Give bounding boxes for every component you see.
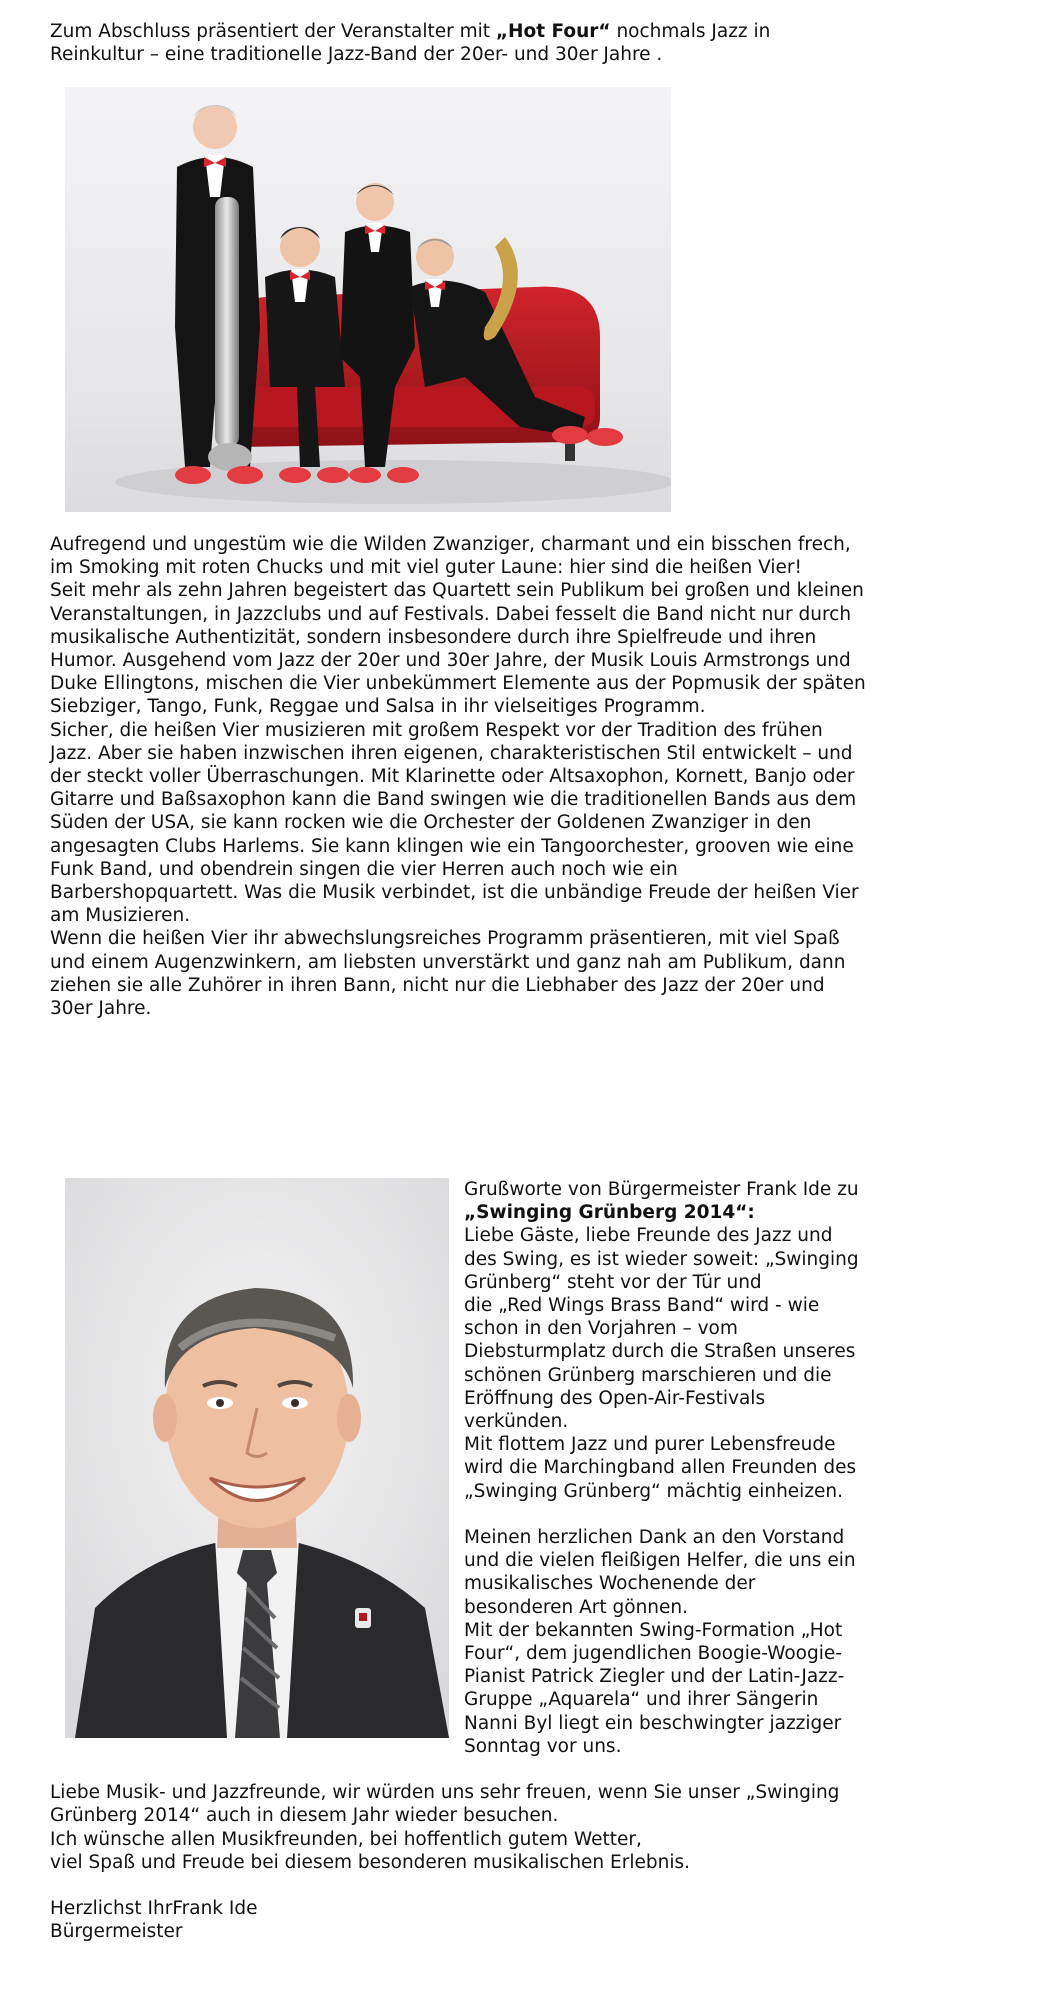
greeting-thanks-2: Mit der bekannten Swing-Formation „Hot Four“, dem jugendlichen Boogie-Woogie-Pianist Patrick Ziegler und der Latin-Jazz-Gruppe „Aquarela“ und ihrer Sängerin Nanni Byl liegt ein beschwingter jazziger Sonntag vor uns.: [464, 1619, 845, 1757]
greeting-heading-prefix: Grußworte von Bürgermeister Frank Ide zu: [464, 1179, 859, 1200]
band-paragraph-4: Sicher, die heißen Vier musizieren mit großem Respekt vor der Tradition des frühen Jazz. Aber sie haben inzwischen ihren eigenen, charakteristischen Stil entwickelt – und der steckt voller Überraschungen. Mit Klarinette oder Altsaxophon, Kornett, Banjo oder Gitarre und Baßsaxophon kann die Band swingen wie die traditionellen Bands aus dem Süden der USA, sie kann rocken wie die Orchester der Goldenen Zwanziger in den angesagten Clubs Harlems. Sie kann klingen wie ein Tangoorchester, grooven wie eine Funk Band, und obendrein singen die vier Herren auch noch wie ein Barbershopquartett. Was die Musik verbindet, ist die unbändige Freude der heißen Vier am Musizieren.: [50, 719, 859, 927]
intro-prefix: Zum Abschluss präsentiert der Veranstalter mit: [50, 21, 496, 42]
intro-block: [50, 20, 870, 66]
mayor-portrait-illustration: [65, 1178, 449, 1738]
spacer: [50, 1758, 870, 1781]
intro-band-name: „Hot Four“: [495, 21, 611, 42]
mayor-portrait: [65, 1178, 449, 1738]
greeting-line-2: die „Red Wings Brass Band“ wird - wie schon in den Vorjahren – vom Diebsturmplatz durch die Straßen unseres schönen Grünberg marschieren und die Eröffnung des Open-Air-Festivals verkünden.: [464, 1295, 856, 1433]
band-paragraph-5: Wenn die heißen Vier ihr abwechslungsreiches Programm präsentieren, mit viel Spaß und einem Augenzwinkern, am liebsten unverstärkt und ganz nah am Publikum, dann ziehen sie alle Zuhörer in ihren Bann, nicht nur die Liebhaber des Jazz der 20er und 30er Jahre.: [50, 928, 846, 1020]
greeting-closing-3: viel Spaß und Freude bei diesem besonderen musikalischen Erlebnis.: [50, 1851, 690, 1873]
greeting-thanks-1: Meinen herzlichen Dank an den Vorstand und die vielen fleißigen Helfer, die uns ein musikalisches Wochenende der besonderen Art gönnen.: [464, 1527, 856, 1618]
signature-role: Bürgermeister: [50, 1921, 183, 1943]
greeting-line-3: Mit flottem Jazz und purer Lebensfreude wird die Marchingband allen Freunden des „Swinging Grünberg“ mächtig einheizen.: [464, 1434, 857, 1502]
greeting-heading-event: „Swinging Grünberg 2014“:: [464, 1202, 755, 1224]
band-paragraph-2: Seit mehr als zehn Jahren begeistert das Quartett sein Publikum bei großen und kleinen Veranstaltungen, in Jazzclubs und auf Festivals. Dabei fesselt die Band nicht nur durch: [50, 580, 864, 625]
greeting-closing-1: Liebe Musik- und Jazzfreunde, wir würden uns sehr freuen, wenn Sie unser „Swinging Grünberg 2014“ auch in diesem Jahr wieder besuchen.: [50, 1782, 840, 1827]
intro-paragraph: [50, 20, 870, 66]
band-paragraph-3: musikalische Authentizität, sondern insbesondere durch ihre Spielfreude und ihren Humor. Ausgehend vom Jazz der 20er und 30er Jahre, der Musik Louis Armstrongs und Duke Ellingtons, mischen die Vier unbekümmert Elemente aus der Popmusik der späten Siebziger, Tango, Funk, Reggae und Salsa in ihr vielseitiges Programm.: [50, 626, 866, 718]
band-photo-illustration: [65, 87, 671, 512]
greeting-section: [50, 1178, 870, 1944]
greeting-line-1: Liebe Gäste, liebe Freunde des Jazz und des Swing, es ist wieder soweit: „Swinging Grünberg“ steht vor der Tür und: [464, 1225, 859, 1293]
band-paragraph-1: Aufregend und ungestüm wie die Wilden Zwanziger, charmant und ein bisschen frech, im Smoking mit roten Chucks und mit viel guter Laune: hier sind die heißen Vier!: [50, 534, 851, 579]
band-description: [50, 533, 870, 1020]
band-photo: [65, 87, 671, 512]
greeting-closing-2: Ich wünsche allen Musikfreunden, bei hoffentlich gutem Wetter,: [50, 1828, 642, 1850]
intro-suffix: nochmals Jazz in Reinkultur – eine traditionelle Jazz-Band der 20er- und 30er Jahre .: [50, 21, 771, 66]
signature: Herzlichst IhrFrank Ide: [50, 1898, 258, 1920]
